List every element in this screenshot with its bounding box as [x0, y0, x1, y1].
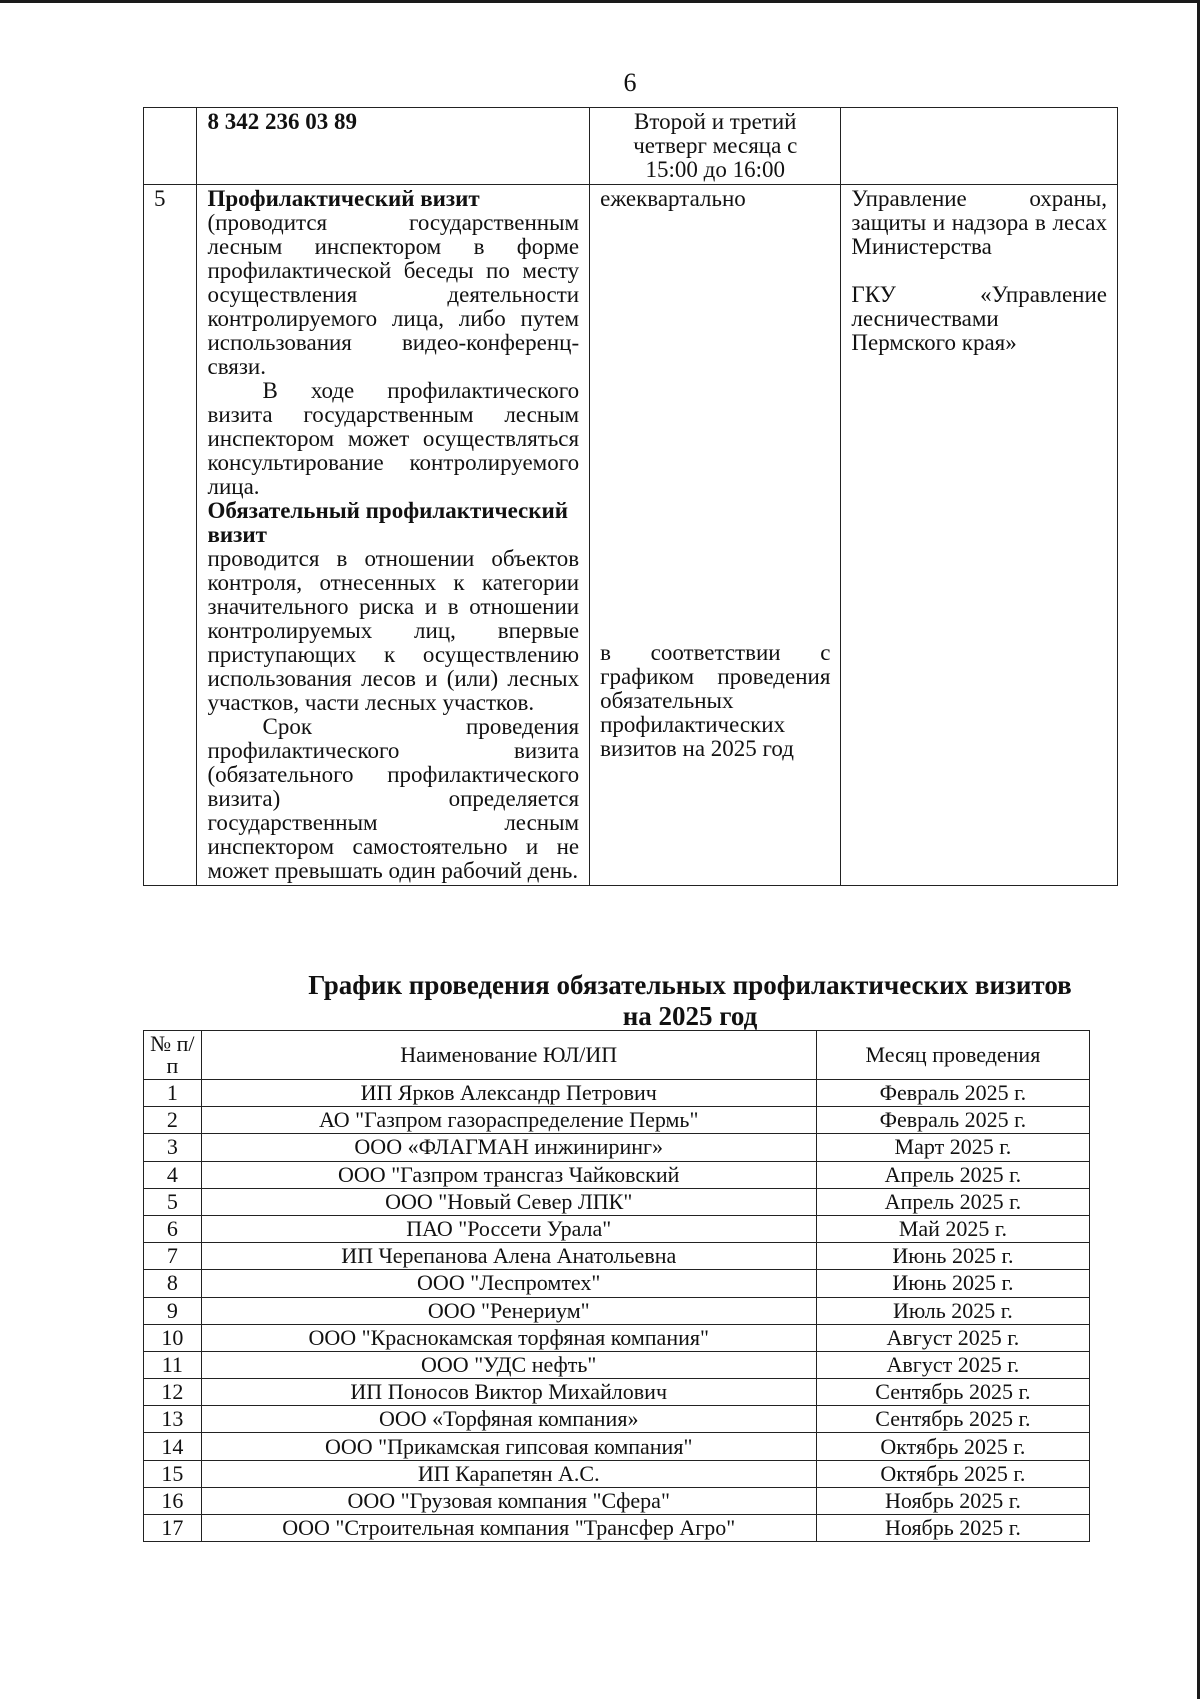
- table-row: [144, 1433, 1090, 1460]
- table-row: [144, 1379, 1090, 1406]
- org-name: ПАО "Россети Урала": [201, 1215, 816, 1242]
- mandatory-visit-schedule: в соответствии с графиком проведения обязательных профилактических визитов на 2025 год: [600, 640, 831, 761]
- row-num: 17: [144, 1515, 202, 1542]
- table-row: [144, 1107, 1090, 1134]
- responsible-cell: [841, 108, 1118, 185]
- table-row: [144, 1243, 1090, 1270]
- visit-month: Март 2025 г.: [816, 1134, 1089, 1161]
- table-row: [144, 1515, 1090, 1542]
- row-number: 5: [144, 185, 197, 886]
- row-num: 2: [144, 1107, 202, 1134]
- org-name: ООО "Газпром трансгаз Чайковский: [201, 1161, 816, 1188]
- row-num: 8: [144, 1270, 202, 1297]
- schedule-line: четверг месяца с: [633, 133, 798, 158]
- schedule-table: [143, 1030, 1090, 1542]
- table-row: [144, 1324, 1090, 1351]
- table-row: [144, 1161, 1090, 1188]
- visit-month: Сентябрь 2025 г.: [816, 1379, 1089, 1406]
- org-name: ООО «Торфяная компания»: [201, 1406, 816, 1433]
- table-row: [144, 1134, 1090, 1161]
- visit-month: Август 2025 г.: [816, 1324, 1089, 1351]
- measure-description: [197, 185, 590, 886]
- schedule-title: [145, 970, 1200, 1032]
- org-name: ООО «ФЛАГМАН инжиниринг»: [201, 1134, 816, 1161]
- measure-timing: [590, 185, 841, 886]
- visit-month: Июнь 2025 г.: [816, 1270, 1089, 1297]
- schedule-line: 15:00 до 16:00: [645, 157, 785, 182]
- table-row: [144, 108, 1118, 185]
- table-row: [144, 1406, 1090, 1433]
- visit-term-text: Срок проведения профилактического визита (обязательного профилактического визита) определяется государственным лесным инспектором самостоятельно и не может превышать один рабочий день.: [207, 714, 580, 883]
- mandatory-visit-title: Обязательный профилактический визит: [207, 498, 569, 547]
- visit-month: Ноябрь 2025 г.: [816, 1487, 1089, 1514]
- org-name: ИП Карапетян А.С.: [201, 1460, 816, 1487]
- consult-text: В ходе профилактического визита государственным лесным инспектором может осуществляться консультирование контролируемого лица.: [207, 378, 580, 499]
- table-row: [144, 1215, 1090, 1242]
- row-num: 5: [144, 1188, 202, 1215]
- periodicity: ежеквартально: [600, 186, 746, 211]
- row-num: 7: [144, 1243, 202, 1270]
- schedule-line: Второй и третий: [634, 109, 797, 134]
- table-row: [144, 1080, 1090, 1107]
- visit-month: Апрель 2025 г.: [816, 1161, 1089, 1188]
- row-num: 9: [144, 1297, 202, 1324]
- table-row: [144, 1487, 1090, 1514]
- org-name: ООО "УДС нефть": [201, 1351, 816, 1378]
- row-num: 14: [144, 1433, 202, 1460]
- visit-month: Февраль 2025 г.: [816, 1107, 1089, 1134]
- row-num: 13: [144, 1406, 202, 1433]
- row-num: 15: [144, 1460, 202, 1487]
- visit-month: Июль 2025 г.: [816, 1297, 1089, 1324]
- org-name: ИП Черепанова Алена Анатольевна: [201, 1243, 816, 1270]
- consultation-phone: 8 342 236 03 89: [197, 108, 590, 185]
- table-header-row: [144, 1031, 1090, 1080]
- org-name: ООО "Краснокамская торфяная компания": [201, 1324, 816, 1351]
- table-row: [144, 1351, 1090, 1378]
- page-number: 6: [623, 68, 637, 97]
- visit-month: Октябрь 2025 г.: [816, 1433, 1089, 1460]
- schedule-title-line: График проведения обязательных профилактических визитов: [308, 970, 1072, 1000]
- row-number-cell: [144, 108, 197, 185]
- header-name: Наименование ЮЛ/ИП: [201, 1031, 816, 1080]
- visit-title: Профилактический визит: [207, 186, 480, 211]
- schedule-title-line: на 2025 год: [622, 1001, 758, 1031]
- mandatory-visit-text: проводится в отношении объектов контроля, отнесенных к категории значительного риска и в отношении контролируемых лиц, впервые приступающих к осуществлению использования лесов и (или) лесных участков, части лесных участков.: [207, 546, 580, 715]
- org-name: АО "Газпром газораспределение Пермь": [201, 1107, 816, 1134]
- visit-month: Октябрь 2025 г.: [816, 1460, 1089, 1487]
- org-name: ООО "Ренериум": [201, 1297, 816, 1324]
- table-row: [144, 1270, 1090, 1297]
- org-name: ООО "Строительная компания "Трансфер Агро": [201, 1515, 816, 1542]
- table-row: [144, 1297, 1090, 1324]
- row-num: 1: [144, 1080, 202, 1107]
- org-name: ООО "Новый Север ЛПК": [201, 1188, 816, 1215]
- table-row: [144, 1188, 1090, 1215]
- org-name: ИП Ярков Александр Петрович: [201, 1080, 816, 1107]
- page-border-top: [0, 0, 1200, 3]
- row-num: 10: [144, 1324, 202, 1351]
- visit-month: Сентябрь 2025 г.: [816, 1406, 1089, 1433]
- visit-month: Апрель 2025 г.: [816, 1188, 1089, 1215]
- header-month: Месяц проведения: [816, 1031, 1089, 1080]
- visit-month: Февраль 2025 г.: [816, 1080, 1089, 1107]
- responsible-units: [841, 185, 1118, 886]
- row-num: 16: [144, 1487, 202, 1514]
- visit-month: Август 2025 г.: [816, 1351, 1089, 1378]
- org-name: ООО "Леспромтех": [201, 1270, 816, 1297]
- header-num: № п/п: [144, 1031, 202, 1080]
- row-num: 4: [144, 1161, 202, 1188]
- row-num: 12: [144, 1379, 202, 1406]
- row-num: 3: [144, 1134, 202, 1161]
- prevention-plan-table: [143, 107, 1118, 886]
- org-name: ООО "Грузовая компания "Сфера": [201, 1487, 816, 1514]
- consultation-schedule: [590, 108, 841, 185]
- responsible-ministry-dept: Управление охраны, защиты и надзора в лесах Министерства: [851, 186, 1107, 259]
- visit-month: Май 2025 г.: [816, 1215, 1089, 1242]
- visit-text: (проводится государственным лесным инспектором в форме профилактической беседы по месту осуществления деятельности контролируемого лица, либо путем использования видео-конференц-связи.: [207, 210, 580, 379]
- responsible-gku: ГКУ «Управление лесничествами Пермского края»: [851, 282, 1107, 355]
- table-row: [144, 1460, 1090, 1487]
- row-num: 11: [144, 1351, 202, 1378]
- org-name: ИП Поносов Виктор Михайлович: [201, 1379, 816, 1406]
- row-num: 6: [144, 1215, 202, 1242]
- visit-month: Ноябрь 2025 г.: [816, 1515, 1089, 1542]
- visit-month: Июнь 2025 г.: [816, 1243, 1089, 1270]
- table-row: [144, 185, 1118, 886]
- org-name: ООО "Прикамская гипсовая компания": [201, 1433, 816, 1460]
